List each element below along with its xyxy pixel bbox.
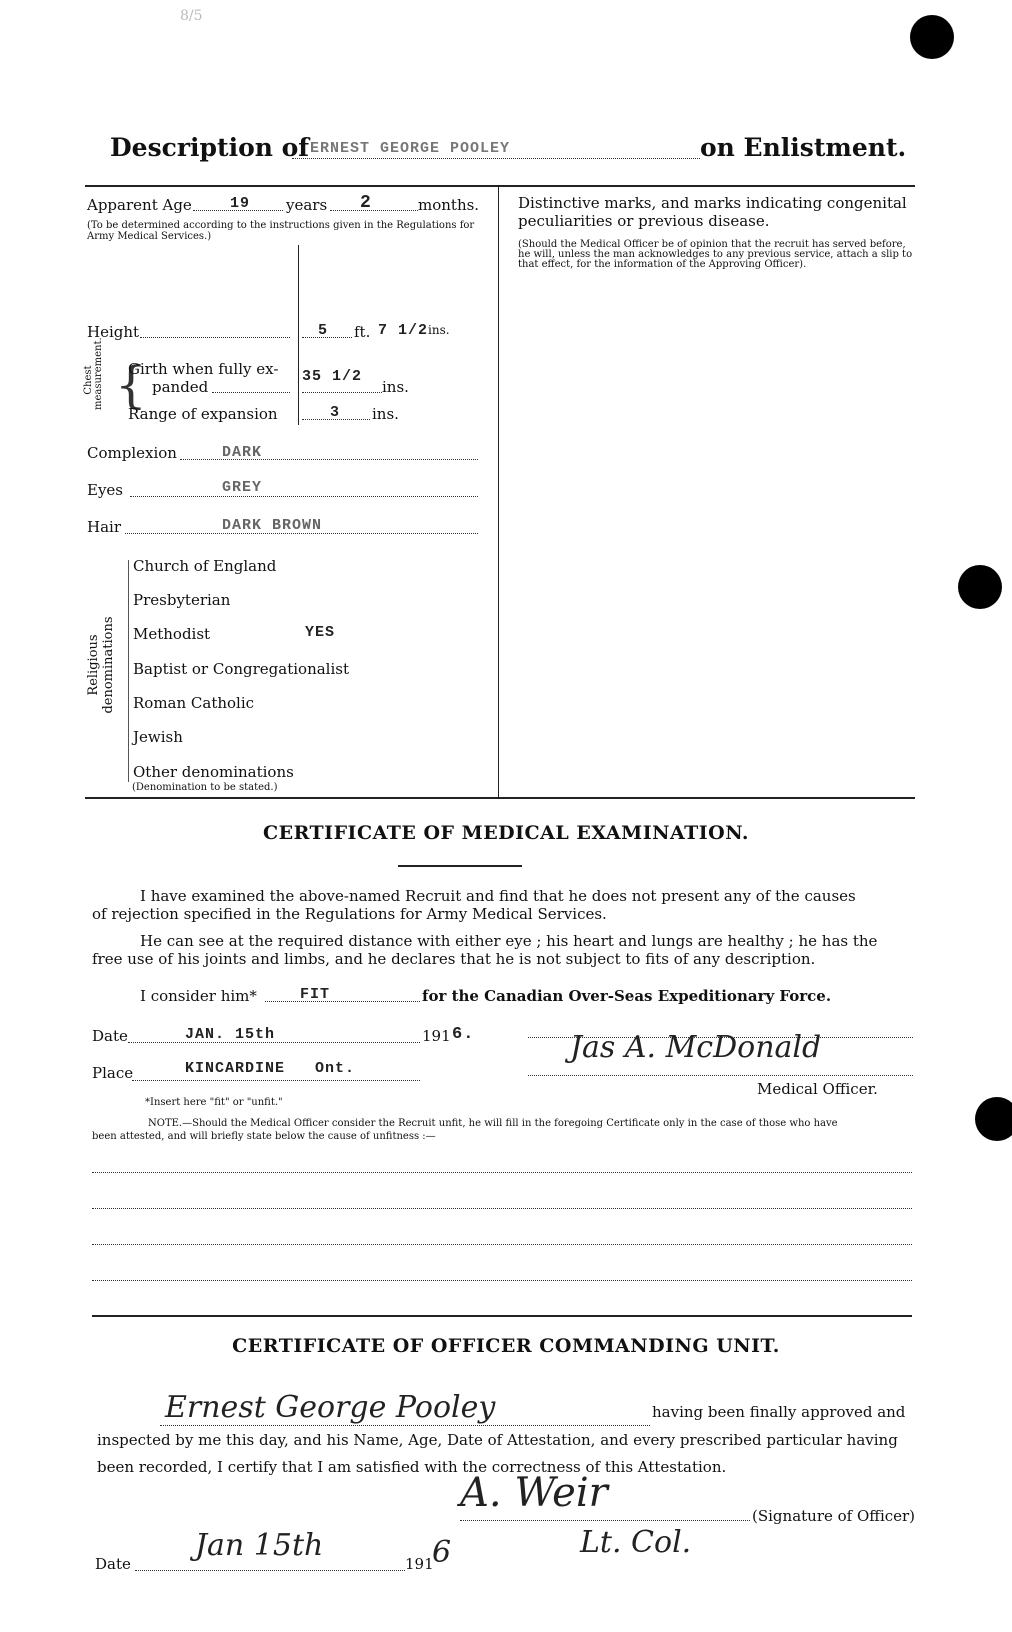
commanding-date[interactable]: Jan 15th: [195, 1528, 324, 1563]
complexion-value[interactable]: DARK: [222, 444, 263, 461]
medical-para2-line2: free use of his joints and limbs, and he declares that he is not subject to fits of any description.: [92, 950, 816, 968]
ins-label: ins.: [428, 323, 450, 337]
title-prefix: Description of: [110, 133, 310, 162]
religion-label: Other denominations: [133, 763, 294, 781]
hair-value[interactable]: DARK BROWN: [222, 517, 323, 534]
recruit-name: ERNEST GEORGE POOLEY: [310, 140, 511, 157]
medical-date[interactable]: JAN. 15th: [185, 1026, 276, 1043]
hair-label: Hair: [87, 518, 121, 536]
chest-range[interactable]: 3: [330, 404, 341, 421]
eyes-label: Eyes: [87, 481, 123, 499]
punch-hole: [910, 15, 954, 59]
medical-para2-line1: He can see at the required distance with either eye ; his heart and lungs are healthy ; he has the: [140, 932, 878, 950]
apparent-age-label: Apparent Age: [87, 196, 192, 214]
year-prefix: 191: [422, 1027, 451, 1045]
medical-officer-signature: Jas A. McDonald: [570, 1030, 822, 1065]
commanding-year-prefix: 191: [405, 1555, 434, 1573]
top-pencil-mark: 8/5: [180, 8, 203, 24]
chest-side-label: Chest measurement.: [83, 337, 104, 410]
complexion-label: Complexion: [87, 444, 177, 462]
consider-prefix: I consider him*: [140, 987, 257, 1005]
date-label: Date: [92, 1027, 128, 1045]
denomination-note: (Denomination to be stated.): [132, 782, 278, 793]
ft-label: ft.: [354, 323, 371, 341]
apparent-age-years[interactable]: 19: [230, 195, 251, 212]
age-note: (To be determined according to the instructions given in the Regulations for Army Medical Services.): [87, 220, 475, 242]
approved-text: having been finally approved and: [652, 1403, 906, 1421]
apparent-age-months[interactable]: 2: [360, 193, 372, 213]
inspected-text: inspected by me this day, and his Name, Age, Date of Attestation, and every prescribed particular having: [97, 1431, 898, 1449]
religion-label: Presbyterian: [133, 591, 231, 609]
height-inches[interactable]: 7 1/2: [378, 322, 429, 339]
commanding-heading: CERTIFICATE OF OFFICER COMMANDING UNIT.: [232, 1335, 780, 1357]
girth-label: Girth when fully ex-: [128, 360, 279, 378]
religion-label: Church of England: [133, 557, 277, 575]
medical-para1-line2: of rejection specified in the Regulations for Army Medical Services.: [92, 905, 607, 923]
months-label: months.: [418, 196, 480, 214]
medical-place[interactable]: KINCARDINE Ont.: [185, 1060, 356, 1077]
religion-label: Roman Catholic: [133, 694, 255, 712]
religion-label: Baptist or Congregationalist: [133, 660, 349, 678]
chest-girth[interactable]: 35 1/2: [302, 368, 363, 385]
distinctive-heading: Distinctive marks, and marks indicating congenital peculiarities or previous disease.: [518, 194, 907, 230]
girth-label-2: panded: [152, 378, 209, 396]
enlistment-description-page: 8/5 Description of ERNEST GEORGE POOLEY on Enlistment. Apparent Age 19 years 2 months. (To be determined according to the instructions given in the Regulations for Army Medical Services.) Height 5 ft. 7 1/2 ins. Chest measurement. { Girth when fully ex- panded 35 1/2 ins. Range of expansion 3 ins. Complexion DARK Eyes GREY Hair DARK BROWN Religious denominations Church of England Presbyterian Methodist YES Baptist or Congregationalist Roman Catholic Jewish Other denominations (Denomination to be stated.) Distinctive marks, and marks indicating congenital peculiarities or previous disease. (Should the Medical Officer be of opinion that the recruit has served before, he will, unless the man acknowledges to any previous service, attach a slip to that effect, for the information of the Approving Officer). CERTIFICATE OF MEDICAL EXAMINATION. I have examined the above-named Recruit and find that he does not present any of the causes of rejection specified in the Regulations for Army Medical Services. He can see at the required distance with either eye ; his heart and lungs are healthy ; he has the free use of his joints and limbs, and he declares that he is not subject to fits of any description. I consider him* FIT for the Canadian Over-Seas Expeditionary Force. Date JAN. 15th 191 6. Place KINCARDINE Ont. Jas A. McDonald Medical Officer. *Insert here "fit" or "unfit." NOTE.—Should the Medical Officer consider the Recruit unfit, he will fill in the foregoing Certificate only in the case of those who have been attested, and will briefly state below the cause of unfitness :— CERTIFICATE OF OFFICER COMMANDING UNIT. Ernest George Pooley having been finally approved and inspected by me this day, and his Name, Age, Date of Attestation, and every prescribed particular having been recorded, I certify that I am satisfied with the correctness of this Attestation. A. Weir (Signature of Officer) Date Jan 15th 191 6 Lt. Col.: [0, 0, 1012, 1632]
distinctive-note: (Should the Medical Officer be of opinion that the recruit has served before, he will, unless the man acknowledges to any previous service, attach a slip to that effect, for the information of the Approving Officer).: [518, 239, 913, 270]
commanding-officer-signature: A. Weir: [460, 1470, 608, 1516]
consider-suffix: for the Canadian Over-Seas Expeditionary Force.: [422, 987, 832, 1005]
fitness-value[interactable]: FIT: [300, 986, 331, 1003]
girth-unit: ins.: [382, 378, 409, 396]
signature-of-officer-label: (Signature of Officer): [752, 1507, 916, 1525]
insert-note: *Insert here "fit" or "unfit.": [145, 1097, 283, 1108]
eyes-value[interactable]: GREY: [222, 479, 263, 496]
height-feet[interactable]: 5: [318, 322, 329, 339]
religion-value[interactable]: YES: [305, 624, 336, 641]
punch-hole: [975, 1097, 1012, 1141]
range-label: Range of expansion: [128, 405, 278, 423]
recruit-name-signature: Ernest George Pooley: [165, 1390, 496, 1425]
medical-heading: CERTIFICATE OF MEDICAL EXAMINATION.: [262, 822, 749, 844]
height-label: Height: [87, 323, 140, 341]
religion-label: Methodist: [133, 625, 211, 643]
officer-rank: Lt. Col.: [580, 1525, 692, 1560]
range-unit: ins.: [372, 405, 399, 423]
place-label: Place: [92, 1064, 134, 1082]
punch-hole: [958, 565, 1002, 609]
unfit-note-line1: NOTE.—Should the Medical Officer consider the Recruit unfit, he will fill in the foregoing Certificate only in the case of those who have: [148, 1118, 838, 1129]
medical-para1-line1: I have examined the above-named Recruit and find that he does not present any of the causes: [140, 887, 856, 905]
certify-text: been recorded, I certify that I am satisfied with the correctness of this Attestation.: [97, 1458, 727, 1476]
religion-side-label: Religious denominations: [86, 616, 116, 714]
religion-label: Jewish: [133, 728, 183, 746]
years-label: years: [286, 196, 328, 214]
unfit-note-line2: been attested, and will briefly state below the cause of unfitness :—: [92, 1131, 436, 1142]
title-suffix: on Enlistment.: [700, 133, 907, 162]
medical-officer-label: Medical Officer.: [757, 1080, 878, 1098]
commanding-year[interactable]: 6: [432, 1535, 452, 1570]
medical-year[interactable]: 6.: [452, 1025, 475, 1044]
commanding-date-label: Date: [95, 1555, 131, 1573]
